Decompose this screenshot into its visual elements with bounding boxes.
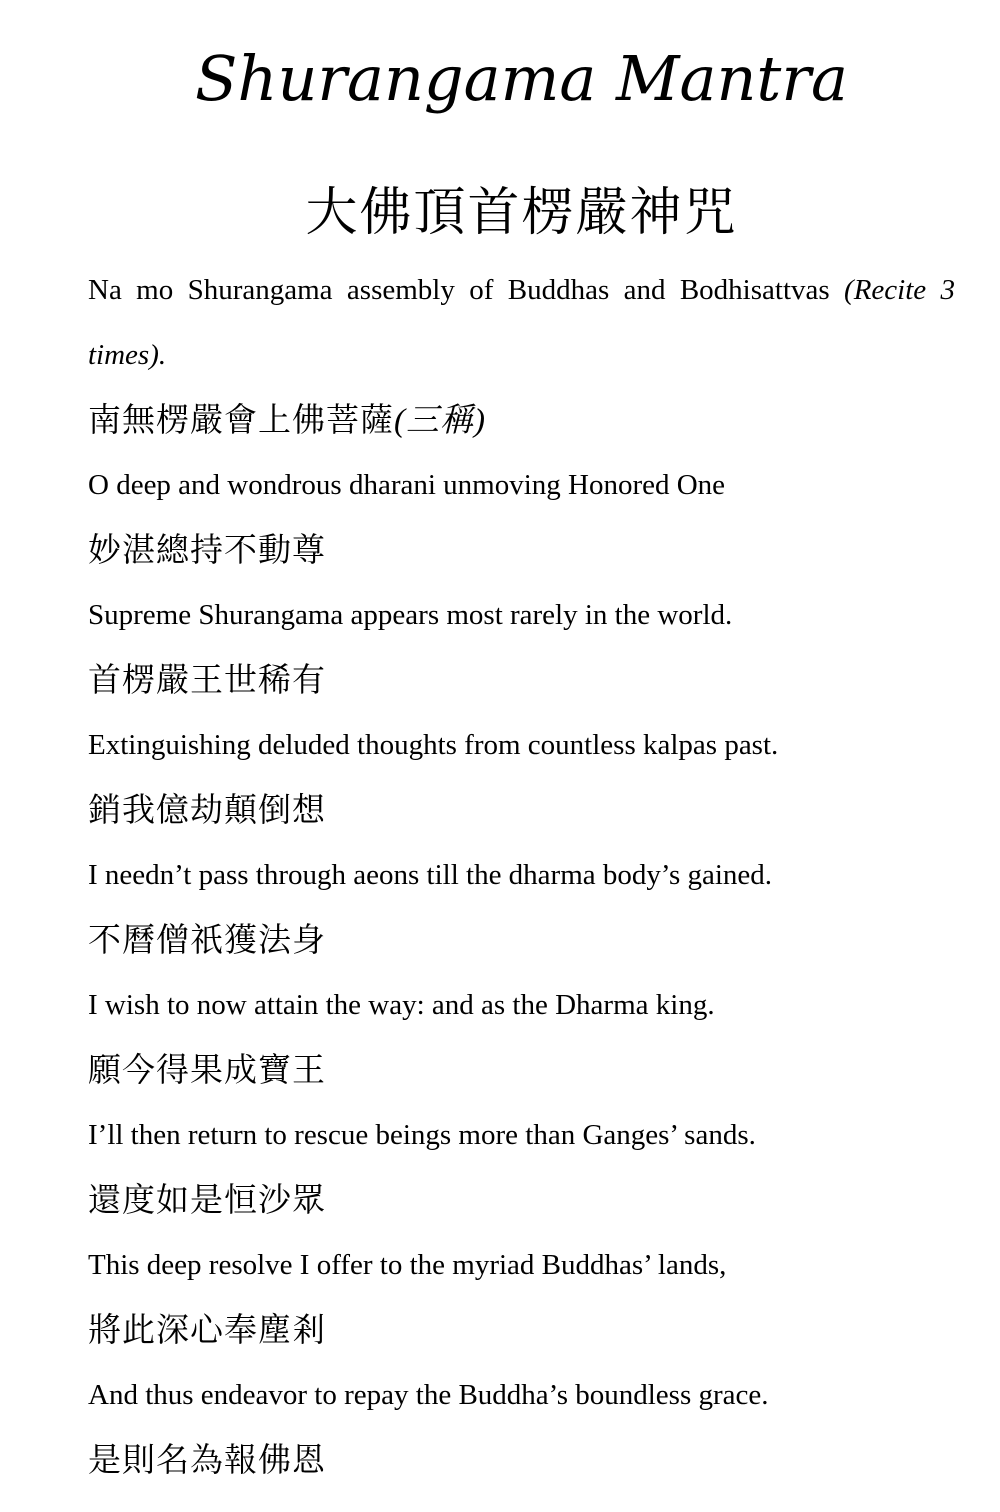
intro-line-1-roman: Na mo Shurangama assembly of Buddhas and Bodhisattvas — [88, 274, 830, 306]
intro-line-1-italic: (Recite 3 — [844, 274, 955, 306]
verse-5-english: I wish to now attain the way: and as the Dharma king. — [88, 989, 715, 1021]
verse-8-chinese: 是則名為報佛恩 — [88, 1443, 326, 1479]
verse-3-english: Extinguishing deluded thoughts from countless kalpas past. — [88, 729, 779, 761]
document-body — [88, 270, 955, 1505]
intro-line-2: times). — [88, 339, 167, 371]
page-title-chinese: 大佛頂首楞嚴神咒 — [305, 185, 738, 242]
verse-4-english: I needn’t pass through aeons till the dharma body’s gained. — [88, 859, 773, 891]
verse-7-chinese: 將此深心奉塵剎 — [88, 1313, 326, 1349]
verse-2-chinese: 首楞嚴王世稀有 — [88, 663, 326, 699]
verse-3-chinese: 銷我億劫顛倒想 — [88, 793, 326, 829]
verse-6-english: I’ll then return to rescue beings more than Ganges’ sands. — [88, 1119, 756, 1151]
page-title: Shurangama Mantra — [195, 42, 848, 115]
verse-5-chinese: 願今得果成寶王 — [88, 1053, 326, 1089]
intro-line-chinese-italic: (三稱) — [394, 403, 486, 439]
verse-1-english: O deep and wondrous dharani unmoving Honored One — [88, 469, 726, 501]
intro-line-1 — [88, 270, 955, 335]
verse-7-english: This deep resolve I offer to the myriad Buddhas’ lands, — [88, 1249, 727, 1281]
verse-4-chinese: 不曆僧祇獲法身 — [88, 923, 326, 959]
verse-6-chinese: 還度如是恒沙眾 — [88, 1183, 326, 1219]
intro-line-chinese-roman: 南無楞嚴會上佛菩薩 — [88, 403, 394, 439]
verse-2-english: Supreme Shurangama appears most rarely in the world. — [88, 599, 733, 631]
verse-8-english: And thus endeavor to repay the Buddha’s boundless grace. — [88, 1379, 769, 1411]
verse-1-chinese: 妙湛總持不動尊 — [88, 533, 326, 569]
intro-line-chinese — [88, 400, 955, 465]
